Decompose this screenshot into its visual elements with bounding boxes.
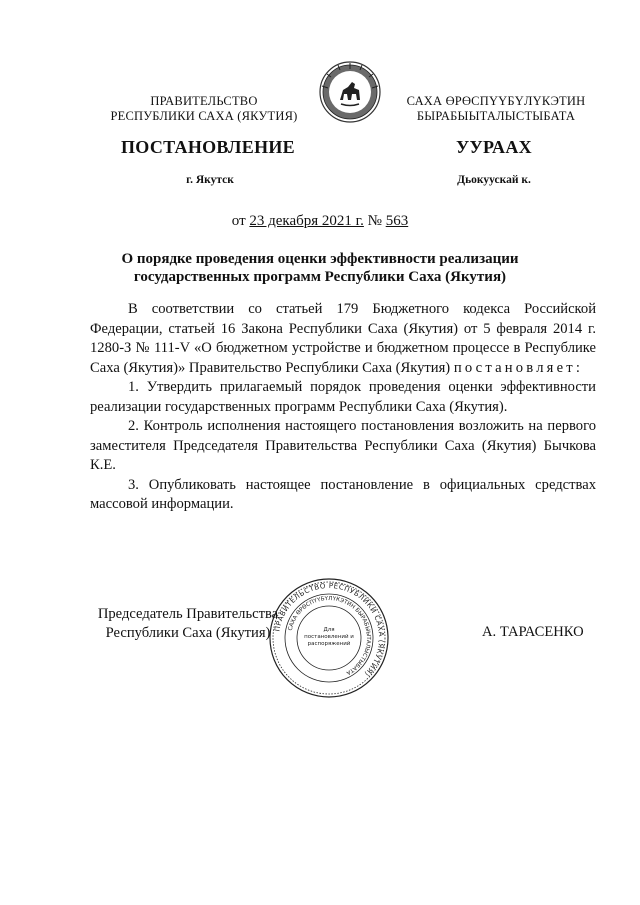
document-type-sakha: УУРААХ (456, 137, 532, 157)
signatory-position (88, 605, 288, 643)
preamble-text: В соответствии со статьей 179 Бюджетного кодекса Российской Федерации, статьей 16 Закона Республики Саха (Якутия) от 5 февраля 2014 г. 1280-З № 111-V «О бюджетном устройстве и бюджетном процессе в Республике Саха (Якутия)» Правительство Республики Саха (Якутия) (90, 301, 596, 376)
issuer-line-1: ПРАВИТЕЛЬСТВО (150, 94, 258, 108)
signatory-position-line-1: Председатель Правительства (97, 606, 279, 622)
item-paragraph: 3. Опубликовать настоящее постановление в официальных средствах массовой информации. (90, 476, 596, 512)
signatory-position-line-2: Республики Саха (Якутия) (105, 625, 271, 641)
city-sakha: Дьокуускай к. (457, 174, 531, 186)
document-title-line-1: О порядке проведения оценки эффективности реализации (121, 251, 519, 267)
resolves-word: постановляет: (453, 359, 584, 376)
preamble-paragraph (90, 300, 596, 378)
date-number-line (140, 213, 500, 230)
document-type-ru: ПОСТАНОВЛЕНИЕ (121, 137, 295, 157)
seal-center-line: постановлений и (304, 634, 354, 640)
issuer-line-2: БЫРАБЫЫТАЛЫСТЫБАТА (416, 109, 576, 123)
document-body (90, 300, 596, 515)
issuer-line-2: РЕСПУБЛИКИ САХА (ЯКУТИЯ) (110, 109, 298, 123)
sakha-coat-of-arms-icon (318, 60, 382, 124)
issuer-line-1: САХА ӨРӨСПҮҮБҮЛҮКЭТИН (406, 94, 586, 108)
number-sign: № (367, 213, 382, 229)
official-seal-icon (268, 577, 390, 699)
seal-inner-text: САХА ӨРӨСПҮҮБҮЛҮКЭТИН БЫРАБЫЫТАЛЫСТЫБАТА (287, 595, 372, 676)
document-date: 23 декабря 2021 г. (249, 213, 364, 229)
city-ru: г. Якутск (186, 174, 234, 186)
signatory-name: А. ТАРАСЕНКО (482, 624, 584, 640)
seal-center-line: Для (323, 627, 335, 633)
date-prefix: от (231, 213, 246, 229)
seal-outer-text: ПРАВИТЕЛЬСТВО РЕСПУБЛИКИ САХА (ЯКУТИЯ) (273, 581, 386, 678)
document-title (110, 250, 530, 286)
seal-center-line: распоряжений (307, 641, 351, 647)
issuer-header-sakha (390, 94, 602, 124)
issuer-header-ru (104, 94, 304, 124)
document-number: 563 (385, 213, 409, 229)
item-paragraph: 2. Контроль исполнения настоящего постановления возложить на первого заместителя Председателя Правительства Республики Саха (Якутия) Бычкова К.Е. (90, 418, 596, 473)
document-title-line-2: государственных программ Республики Саха (Якутия) (133, 269, 507, 285)
item-paragraph: 1. Утвердить прилагаемый порядок проведения оценки эффективности реализации государственных программ Республики Саха (Якутия). (90, 379, 596, 415)
